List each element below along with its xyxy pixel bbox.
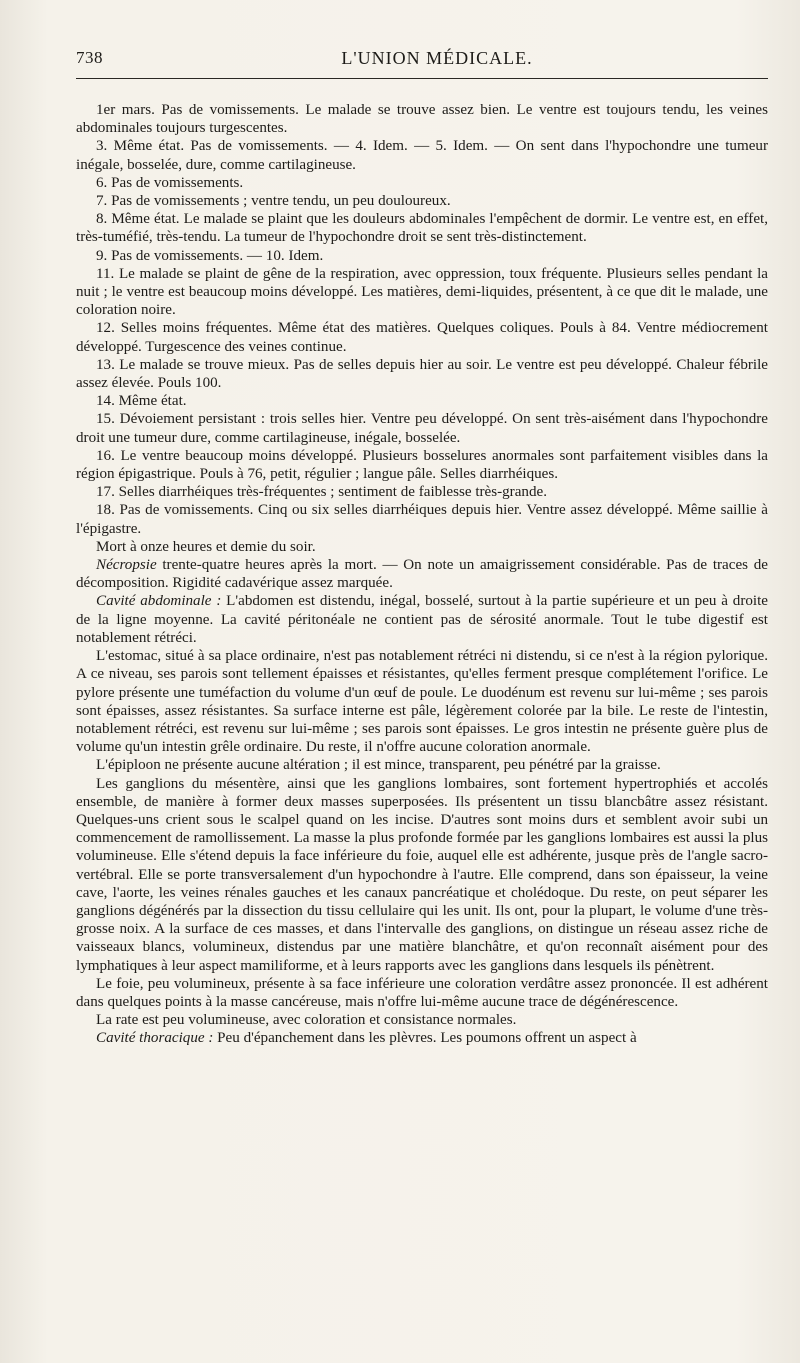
paragraph-text: La rate est peu volumineuse, avec coloration et consistance normales. bbox=[96, 1012, 517, 1029]
paragraph bbox=[76, 319, 768, 355]
paragraph-text: 8. Même état. Le malade se plaint que les douleurs abdominales l'empêchent de dormir. Le ventre est, en effet, très-tuméfié, très-tendu. La tumeur de l'hypochondre droit se sent très-distinctement. bbox=[76, 211, 768, 246]
paragraph-text: 11. Le malade se plaint de gêne de la respiration, avec oppression, toux fréquente. Plusieurs selles pendant la nuit ; le ventre est beaucoup moins développé. Les matières, demi-liquides, présentent, à ce que dit le malade, une coloration noire. bbox=[76, 265, 768, 319]
paragraph bbox=[76, 447, 768, 483]
paragraph-text: 15. Dévoiement persistant : trois selles hier. Ventre peu développé. On sent très-aisément dans l'hypochondre droit une tumeur dure, comme cartilagineuse, inégale, bosselée. bbox=[76, 411, 768, 446]
section-label: Cavité abdominale : bbox=[96, 593, 222, 610]
paragraph-text: L'épiploon ne présente aucune altération ; il est mince, transparent, peu pénétré par la graisse. bbox=[96, 757, 661, 774]
paragraph bbox=[76, 392, 768, 410]
paragraph bbox=[76, 137, 768, 173]
paragraph bbox=[76, 265, 768, 320]
paragraph bbox=[76, 775, 768, 975]
paragraph-text: Les ganglions du mésentère, ainsi que les ganglions lombaires, sont fortement hypertrophiés et accolés ensemble, de manière à former deux masses superposées. Ils présentent un tissu blancbâtre assez résistant. Quelques-uns crient sous le scalpel quand on les incise. D'autres sont moins durs et semblent avoir subi un commencement de ramollissement. La masse la plus profonde formée par les ganglions lombaires est aussi la plus volumineuse. Elle s'étend depuis la face inférieure du foie, auquel elle est adhérente, jusque près de l'angle sacro-vertébral. Elle se porte transversalement d'un hypochondre à l'autre. Elle comprend, dans son épaisseur, la veine cave, l'aorte, les veines rénales gauches et les canaux pancréatique et cholédoque. Du reste, on peut séparer les ganglions dégénérés par la dissection du tissu cellulaire qui les unit. Ils ont, pour la plupart, le volume d'une très-grosse noix. A la surface de ces masses, et dans l'intervalle des ganglions, on distingue un réseau assez riche de vaisseaux blancs, volumineux, distendus par une matière blanchâtre, et qu'on reconnaît aisément pour des lymphatiques à leur aspect mamiliforme, et à leurs rapports avec les ganglions dans lesquels ils pénètrent. bbox=[76, 775, 768, 974]
paragraph-text: 17. Selles diarrhéiques très-fréquentes ; sentiment de faiblesse très-grande. bbox=[96, 484, 547, 501]
paragraph-text: Mort à onze heures et demie du soir. bbox=[96, 538, 316, 555]
paragraph bbox=[76, 501, 768, 537]
paragraph bbox=[76, 192, 768, 210]
paragraph bbox=[76, 538, 768, 556]
running-head bbox=[76, 44, 768, 79]
paragraph bbox=[76, 756, 768, 774]
journal-title: L'UNION MÉDICALE. bbox=[341, 48, 533, 68]
paragraph-text: 14. Même état. bbox=[96, 393, 187, 410]
paragraph bbox=[76, 592, 768, 647]
paragraph bbox=[76, 174, 768, 192]
paragraph bbox=[76, 556, 768, 592]
paragraph bbox=[76, 975, 768, 1011]
paragraph-text: 16. Le ventre beaucoup moins développé. Plusieurs bosselures anormales sont parfaitement visibles dans la région épigastrique. Pouls à 76, petit, régulier ; langue pâle. Selles diarrhéiques. bbox=[76, 447, 768, 483]
paragraph bbox=[76, 1011, 768, 1029]
paragraph-text: 1er mars. Pas de vomissements. Le malade se trouve assez bien. Le ventre est toujours tendu, les veines abdominales toujours turgescentes. bbox=[76, 102, 768, 137]
paragraph-text: 18. Pas de vomissements. Cinq ou six selles diarrhéiques depuis hier. Ventre assez développé. Même saillie à l'épigastre. bbox=[76, 502, 768, 537]
article-body bbox=[76, 101, 768, 1048]
paragraph-text: 9. Pas de vomissements. — 10. Idem. bbox=[96, 247, 324, 264]
page-number: 738 bbox=[76, 48, 103, 67]
paragraph bbox=[76, 210, 768, 246]
paragraph-text: L'estomac, situé à sa place ordinaire, n'est pas notablement rétréci ni distendu, si ce n'est à la région pylorique. A ce niveau, ses parois sont tellement épaisses et résistantes, qu'elles ferment presque complétement l'orifice. Le pylore présente une tuméfaction du volume d'un œuf de poule. Le duodénum est revenu sur lui-même ; ses parois sont épaisses, assez résistantes. Sa surface interne est pâle, légèrement colorée par la bile. Le reste de l'intestin, notablement rétréci, est revenu sur lui-même ; ses parois sont épaisses. Le gros intestin ne présente guère plus de volume qu'un intestin grêle ordinaire. Du reste, il n'offre aucune coloration anormale. bbox=[76, 648, 768, 756]
paragraph bbox=[76, 647, 768, 756]
section-label: Nécropsie bbox=[96, 557, 157, 574]
paragraph-text: L'abdomen est distendu, inégal, bosselé, surtout à la partie supérieure et un peu à droite de la ligne moyenne. La cavité péritonéale ne contient pas de sérosité anormale. Tout le tube digestif est notablement rétréci. bbox=[76, 593, 768, 646]
paragraph bbox=[76, 1029, 768, 1047]
paragraph bbox=[76, 247, 768, 265]
paragraph-text: 7. Pas de vomissements ; ventre tendu, un peu douloureux. bbox=[96, 193, 451, 210]
paragraph-text: Le foie, peu volumineux, présente à sa face inférieure une coloration verdâtre assez prononcée. Il est adhérent dans quelques points à la masse cancéreuse, mais n'offre lui-même aucune trace de dégénérescence. bbox=[76, 975, 768, 1010]
paragraph-text: 12. Selles moins fréquentes. Même état des matières. Quelques coliques. Pouls à 84. Ventre médiocrement développé. Turgescence des veines continue. bbox=[76, 320, 768, 355]
paragraph-text: 13. Le malade se trouve mieux. Pas de selles depuis hier au soir. Le ventre est peu développé. Chaleur fébrile assez élevée. Pouls 100. bbox=[76, 356, 768, 392]
section-label: Cavité thoracique : bbox=[96, 1030, 214, 1047]
paragraph bbox=[76, 410, 768, 446]
paragraph bbox=[76, 356, 768, 392]
paragraph-text: 3. Même état. Pas de vomissements. — 4. Idem. — 5. Idem. — On sent dans l'hypochondre une tumeur inégale, bosselée, dure, comme cartilagineuse. bbox=[76, 138, 768, 173]
paragraph-text: 6. Pas de vomissements. bbox=[96, 174, 244, 191]
paragraph-text: Peu d'épanchement dans les plèvres. Les poumons offrent un aspect à bbox=[213, 1030, 637, 1047]
paragraph-text: trente-quatre heures après la mort. — On note un amaigrissement considérable. Pas de traces de décomposition. Rigidité cadavérique assez marquée. bbox=[76, 557, 768, 592]
paragraph bbox=[76, 101, 768, 137]
paragraph bbox=[76, 483, 768, 501]
